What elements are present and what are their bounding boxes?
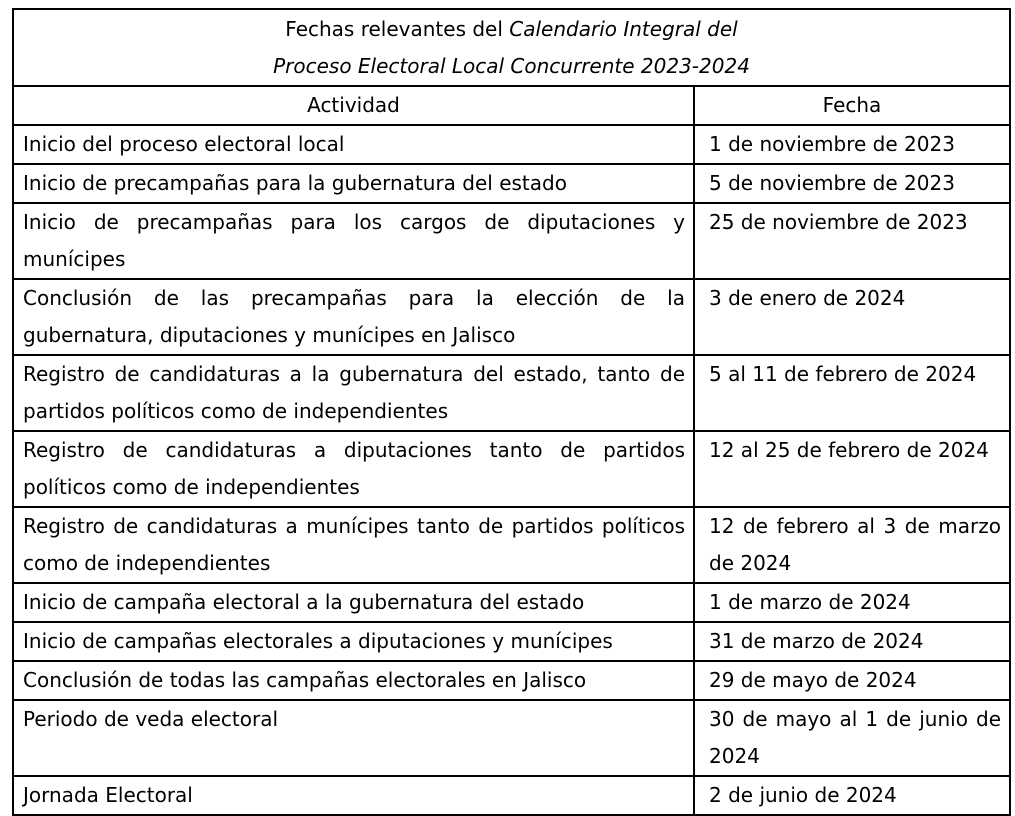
table-row bbox=[13, 583, 1010, 622]
date-cell: 30 de mayo al 1 de junio de 2024 bbox=[694, 700, 1010, 776]
table-row bbox=[13, 164, 1010, 203]
activity-cell: Registro de candidaturas a munícipes tanto de partidos políticos como de independientes bbox=[13, 507, 694, 583]
date-cell: 1 de noviembre de 2023 bbox=[694, 125, 1010, 164]
date-cell: 3 de enero de 2024 bbox=[694, 279, 1010, 355]
calendar-table bbox=[12, 8, 1011, 816]
table-row bbox=[13, 355, 1010, 431]
activity-cell: Inicio de precampañas para la gubernatura del estado bbox=[13, 164, 694, 203]
date-cell: 2 de junio de 2024 bbox=[694, 776, 1010, 815]
table-row bbox=[13, 661, 1010, 700]
title-italic-text: Calendario Integral del bbox=[509, 17, 738, 41]
date-cell: 31 de marzo de 2024 bbox=[694, 622, 1010, 661]
table-row bbox=[13, 203, 1010, 279]
calendar-document bbox=[12, 8, 1009, 816]
title-line-1 bbox=[22, 11, 1001, 48]
activity-cell: Conclusión de todas las campañas electorales en Jalisco bbox=[13, 661, 694, 700]
activity-cell: Inicio de precampañas para los cargos de diputaciones y munícipes bbox=[13, 203, 694, 279]
title-row bbox=[13, 9, 1010, 86]
activity-cell: Conclusión de las precampañas para la elección de la gubernatura, diputaciones y munícipes en Jalisco bbox=[13, 279, 694, 355]
date-cell: 25 de noviembre de 2023 bbox=[694, 203, 1010, 279]
activity-cell: Periodo de veda electoral bbox=[13, 700, 694, 776]
column-header-date: Fecha bbox=[694, 86, 1010, 125]
table-row bbox=[13, 125, 1010, 164]
date-cell: 5 de noviembre de 2023 bbox=[694, 164, 1010, 203]
header-row bbox=[13, 86, 1010, 125]
table-row bbox=[13, 431, 1010, 507]
table-title bbox=[13, 9, 1010, 86]
title-italic-text-2: Proceso Electoral Local Concurrente 2023-2024 bbox=[273, 54, 750, 78]
activity-cell: Registro de candidaturas a diputaciones tanto de partidos políticos como de independientes bbox=[13, 431, 694, 507]
table-row bbox=[13, 507, 1010, 583]
table-row bbox=[13, 776, 1010, 815]
column-header-activity: Actividad bbox=[13, 86, 694, 125]
table-row bbox=[13, 700, 1010, 776]
title-line-2 bbox=[22, 48, 1001, 85]
table-row bbox=[13, 622, 1010, 661]
activity-cell: Inicio de campaña electoral a la gubernatura del estado bbox=[13, 583, 694, 622]
date-cell: 12 de febrero al 3 de marzo de 2024 bbox=[694, 507, 1010, 583]
activity-cell: Inicio de campañas electorales a diputaciones y munícipes bbox=[13, 622, 694, 661]
date-cell: 12 al 25 de febrero de 2024 bbox=[694, 431, 1010, 507]
date-cell: 29 de mayo de 2024 bbox=[694, 661, 1010, 700]
activity-cell: Inicio del proceso electoral local bbox=[13, 125, 694, 164]
activity-cell: Registro de candidaturas a la gubernatura del estado, tanto de partidos políticos como de independientes bbox=[13, 355, 694, 431]
table-row bbox=[13, 279, 1010, 355]
date-cell: 1 de marzo de 2024 bbox=[694, 583, 1010, 622]
activity-cell: Jornada Electoral bbox=[13, 776, 694, 815]
title-plain-text: Fechas relevantes del bbox=[285, 17, 510, 41]
date-cell: 5 al 11 de febrero de 2024 bbox=[694, 355, 1010, 431]
